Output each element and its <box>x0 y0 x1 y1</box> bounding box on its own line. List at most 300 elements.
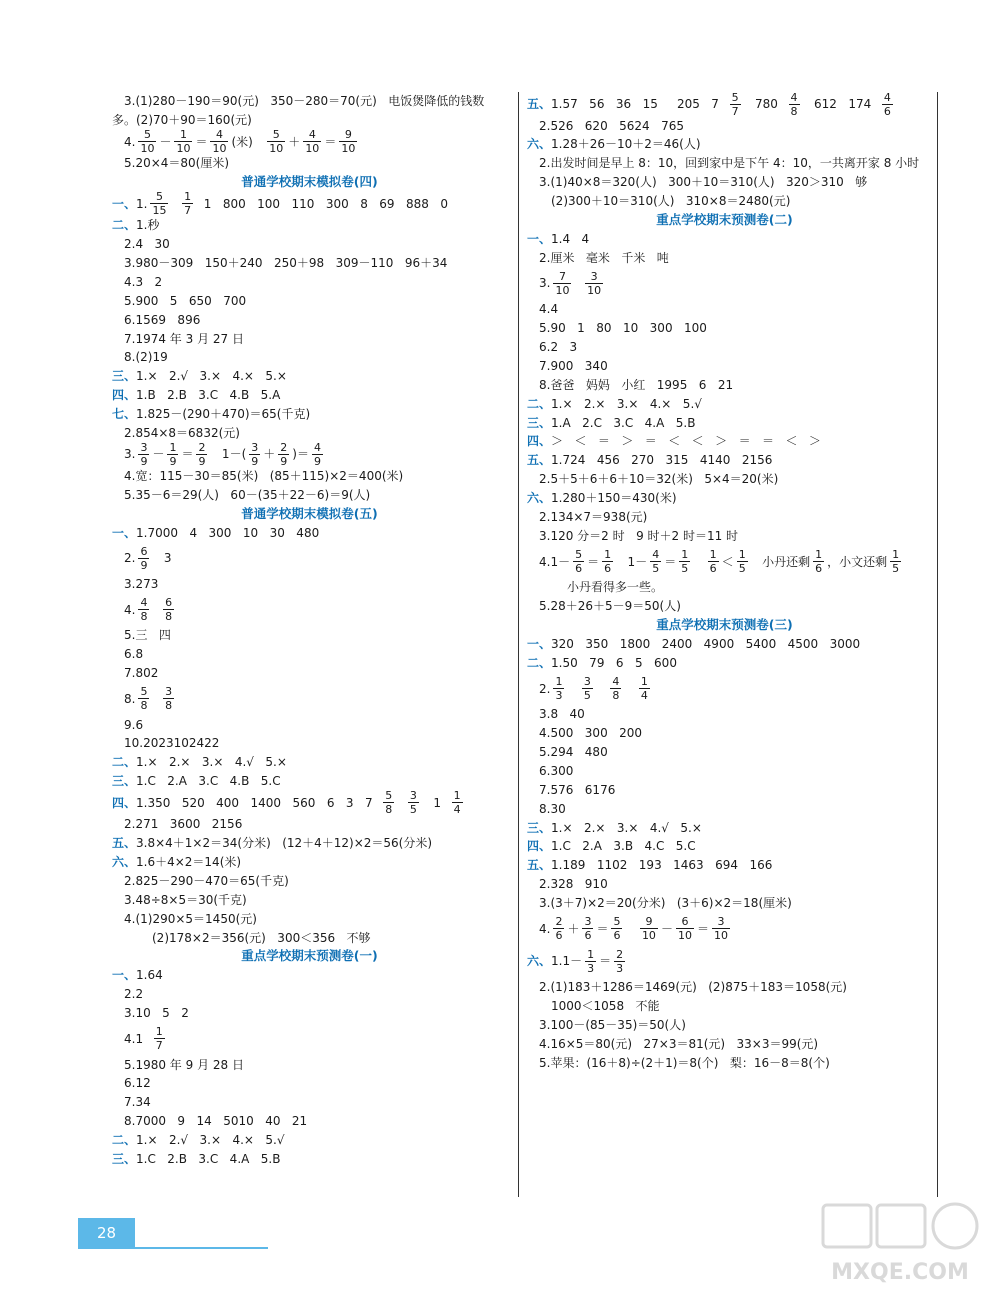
item-number: 5. <box>124 293 136 308</box>
answer-line <box>527 856 922 875</box>
item-number: 2. <box>539 509 551 524</box>
fraction <box>730 92 741 117</box>
answer-text: 7000 4 300 10 30 480 <box>147 525 320 540</box>
answer-text: － <box>152 447 165 462</box>
fraction-denominator: 10 <box>269 142 284 156</box>
answer-text: 多。(2)70＋90＝160(元) <box>112 113 252 128</box>
answer-text: ＝ <box>181 447 194 462</box>
item-number: 4. <box>124 468 136 483</box>
section-marker: 二、 <box>112 755 137 770</box>
answer-line <box>112 485 507 504</box>
fraction <box>585 949 596 974</box>
answer-text: 宽：115－30＝85(米) (85＋115)×2＝400(米) <box>135 468 404 483</box>
fraction <box>708 549 719 574</box>
section-marker: 二、 <box>112 1133 137 1148</box>
item-number: 6. <box>539 763 551 778</box>
answer-text: ＝ <box>599 954 612 969</box>
answer-line <box>527 597 922 616</box>
fraction-numerator: 3 <box>140 440 148 454</box>
section-marker: 五、 <box>527 453 552 468</box>
fraction-denominator: 10 <box>140 142 155 156</box>
fraction-numerator: 5 <box>613 915 621 929</box>
fraction-numerator: 7 <box>558 269 566 283</box>
right-column <box>527 92 922 1072</box>
page-number: 28 <box>96 1224 117 1242</box>
answer-text: 1.A 2.C 3.C 4.A 5.B <box>551 415 696 430</box>
answer-text: 320 350 1800 2400 4900 5400 4500 3000 <box>551 636 861 651</box>
item-number: 5. <box>124 487 136 502</box>
answer-text: 980－309 150＋240 250＋98 309－110 96＋34 <box>135 255 448 270</box>
section-marker: 一、 <box>527 231 552 246</box>
answer-text: 900 340 <box>550 358 608 373</box>
item-number: 3. <box>124 892 136 907</box>
fraction <box>138 442 149 467</box>
fraction-numerator: 3 <box>251 440 259 454</box>
answer-text: 300 <box>550 763 574 778</box>
answer-line <box>112 1112 507 1131</box>
answer-line <box>527 996 922 1015</box>
answer-text: 1569 896 <box>135 312 201 327</box>
answer-line <box>112 871 507 890</box>
answer-text <box>625 923 636 935</box>
answer-line <box>527 761 922 780</box>
answer-text: 100－(85－35)＝50(人) <box>550 1017 686 1032</box>
fraction-numerator: 1 <box>184 190 192 204</box>
answer-text: ＝ <box>664 554 677 569</box>
answer-line <box>112 348 507 367</box>
answer-text: 小丹看得多一些。 <box>567 580 664 595</box>
answer-text: (1)40×8＝320(人) 300＋10＝310(人) 320＞310 够 <box>550 175 868 190</box>
fraction-denominator: 6 <box>709 562 717 576</box>
answer-line <box>527 875 922 894</box>
fraction <box>639 676 650 701</box>
fraction <box>452 790 463 815</box>
answer-line <box>112 192 507 216</box>
section-marker: 三、 <box>112 369 137 384</box>
item-number: 3. <box>124 577 136 592</box>
fraction <box>167 442 178 467</box>
fraction-denominator: 8 <box>790 104 798 118</box>
left-column <box>112 92 507 1168</box>
answer-line <box>527 356 922 375</box>
answer-text: 10 5 2 <box>135 1006 189 1021</box>
fraction-numerator: 1 <box>738 548 746 562</box>
answer-line <box>112 467 507 486</box>
section-marker: 六、 <box>112 855 137 870</box>
answer-text: 1.4 4 <box>551 231 590 246</box>
answer-line <box>112 753 507 772</box>
answer-text: 16×5＝80(元) 27×3＝81(元) 33×3＝99(元) <box>550 1036 819 1051</box>
item-number: 8. <box>539 377 551 392</box>
item-number: 3. <box>124 255 136 270</box>
answer-line <box>527 913 922 946</box>
fraction-numerator: 1 <box>892 548 900 562</box>
answer-text: 1.724 456 270 315 4140 2156 <box>551 453 773 468</box>
item-number: 3. <box>539 175 551 190</box>
fraction-numerator: 6 <box>165 596 173 610</box>
fraction <box>582 676 593 701</box>
fraction <box>339 129 357 154</box>
answer-text: 苹果：(16＋8)÷(2＋1)＝8(个) 梨：16－8＝8(个) <box>550 1055 830 1070</box>
fraction-denominator: 8 <box>140 699 148 713</box>
answer-text: 1.57 56 36 15 205 7 <box>551 97 727 112</box>
item-number: 8. <box>124 350 136 365</box>
item-number: 6. <box>124 1076 136 1091</box>
answer-text: 小丹还剩 <box>750 554 811 569</box>
answer-text: 350 520 400 1400 560 6 3 7 <box>147 795 381 810</box>
fraction-numerator: 6 <box>681 915 689 929</box>
column-divider <box>518 92 519 1197</box>
fraction-denominator: 3 <box>555 689 563 702</box>
answer-line <box>527 135 922 154</box>
answer-line <box>527 1053 922 1072</box>
answer-text: 1.C 2.B 3.C 4.A 5.B <box>136 1152 281 1166</box>
item-number: 5. <box>124 628 136 643</box>
item-number: 2. <box>124 237 136 252</box>
item-number: 2. <box>539 472 551 487</box>
fraction-numerator: 9 <box>344 128 352 142</box>
answer-text: 1.50 79 6 5 600 <box>551 655 677 670</box>
item-number: 7. <box>124 666 136 681</box>
answer-text <box>152 604 160 616</box>
answer-line <box>527 894 922 913</box>
answer-line <box>527 154 922 173</box>
fraction <box>278 442 289 467</box>
answer-text: 825－290－470＝65(千克) <box>135 873 289 888</box>
answer-text: 1.825－(290＋470)＝65(千克) <box>136 407 311 422</box>
answer-text: 5＋5＋6＋6＋10＝32(米) 5×4＝20(米) <box>550 472 779 487</box>
answer-text: (2)178×2＝356(元) 300＜356 不够 <box>152 930 371 945</box>
item-number: 5. <box>124 156 136 171</box>
item-number: 7. <box>539 782 551 797</box>
section-marker: 四、 <box>527 434 552 449</box>
fraction-numerator: 6 <box>140 544 148 558</box>
fraction-denominator: 5 <box>681 562 689 576</box>
answer-text: 48÷8×5＝30(千克) <box>135 892 247 907</box>
section-marker: 三、 <box>112 1152 137 1166</box>
answer-text: 273 <box>135 577 159 592</box>
fraction-numerator: 4 <box>140 596 148 610</box>
fraction <box>196 442 207 467</box>
answer-line <box>112 1023 507 1056</box>
answer-line <box>527 451 922 470</box>
section-title: 普通学校期末模拟卷(五) <box>241 505 378 521</box>
fraction-denominator: 10 <box>212 142 227 156</box>
item-number: 5. <box>539 744 551 759</box>
item-number: 8. <box>539 801 551 816</box>
page-number-badge <box>78 1218 135 1248</box>
fraction-denominator: 9 <box>313 454 321 468</box>
answer-line <box>112 130 507 154</box>
fraction <box>138 129 156 154</box>
item-number: 3. <box>539 1017 551 1032</box>
fraction-denominator: 9 <box>251 454 259 468</box>
fraction-numerator: 4 <box>790 90 798 104</box>
fraction <box>679 549 690 574</box>
fraction-numerator: 1 <box>815 548 823 562</box>
answer-text: 500 300 200 <box>550 726 643 741</box>
item-number: 2. <box>124 425 136 440</box>
fraction-numerator: 1 <box>179 128 187 142</box>
fraction-denominator: 8 <box>385 803 393 817</box>
fraction-numerator: 3 <box>584 915 592 929</box>
section-marker: 四、 <box>112 795 137 810</box>
answer-line <box>112 235 507 254</box>
answer-text: 271 3600 2156 <box>135 817 243 832</box>
item-number: 4. <box>539 1036 551 1051</box>
answer-text: 12 <box>135 1076 151 1091</box>
answer-line <box>112 966 507 985</box>
item-number: 3. <box>539 276 551 291</box>
section-marker: 三、 <box>527 820 552 835</box>
answer-line <box>112 254 507 273</box>
answer-text: (1)280－190＝90(元) 350－280＝70(元) 电饭煲降低的钱数 <box>135 94 485 109</box>
fraction-denominator: 7 <box>184 204 192 218</box>
fraction-numerator: 1 <box>155 1025 163 1039</box>
answer-line <box>112 1004 507 1023</box>
answer-text: 134×7＝938(元) <box>550 509 648 524</box>
answer-text: 34 <box>135 1095 151 1110</box>
answer-line <box>527 508 922 527</box>
answer-text: 1.B 2.B 3.C 4.B 5.A <box>136 388 281 403</box>
item-number: 5. <box>539 321 551 336</box>
fraction-denominator: 6 <box>584 929 592 943</box>
item-number: 6. <box>124 647 136 662</box>
item-number: 2. <box>539 250 551 265</box>
answer-text: 秒 <box>147 218 160 233</box>
item-number: 5. <box>539 1055 551 1070</box>
fraction <box>163 686 174 711</box>
answer-line <box>112 329 507 348</box>
answer-line <box>112 715 507 734</box>
fraction-denominator: 3 <box>616 961 624 975</box>
section-marker: 二、 <box>112 218 137 233</box>
answer-line <box>527 338 922 357</box>
fraction-denominator: 10 <box>305 142 320 156</box>
item-number: 6. <box>124 312 136 327</box>
answer-text: ＋ <box>263 447 276 462</box>
fraction-denominator: 6 <box>815 562 823 576</box>
answer-text: (2)19 <box>135 350 168 365</box>
answer-line <box>112 909 507 928</box>
item-number: 1. <box>136 795 148 810</box>
fraction-denominator: 5 <box>652 562 660 576</box>
item-number: 2. <box>539 118 551 133</box>
fraction <box>737 549 748 574</box>
fraction <box>312 442 323 467</box>
answer-line <box>112 664 507 683</box>
answer-line <box>112 734 507 753</box>
answer-text: 1.C 2.A 3.B 4.C 5.C <box>551 839 696 854</box>
fraction-numerator: 1 <box>604 548 612 562</box>
section-marker: 一、 <box>112 196 137 211</box>
answer-text: 8 <box>135 647 144 662</box>
answer-text: 1 800 100 110 300 8 69 888 0 <box>196 196 448 211</box>
answer-line <box>112 853 507 872</box>
answer-text: 28＋26＋5－9＝50(人) <box>550 599 681 614</box>
answer-line <box>112 772 507 791</box>
answer-text: 1.28＋26－10＋2＝46(人) <box>551 137 701 152</box>
answer-text: ＋ <box>567 921 580 936</box>
answer-text <box>596 683 607 695</box>
answer-line <box>112 216 507 235</box>
fraction-denominator: 5 <box>409 803 417 817</box>
answer-text: 1.× 2.√ 3.× 4.× 5.√ <box>136 1133 285 1148</box>
fraction <box>553 916 564 941</box>
fraction-denominator: 5 <box>892 562 900 576</box>
answer-line <box>112 111 507 130</box>
answer-text: 爸爸 妈妈 小红 1995 6 21 <box>550 377 734 392</box>
answer-text: 4 <box>550 302 559 317</box>
fraction-denominator: 6 <box>555 929 563 943</box>
page-number-underline <box>78 1247 268 1249</box>
section-title: 重点学校期末预测卷(一) <box>241 948 378 964</box>
answer-line <box>112 1055 507 1074</box>
answer-line <box>527 300 922 319</box>
answer-text: 出发时间是早上 8：10，回到家中是下午 4：10，一共离开家 8 小时 <box>550 156 920 171</box>
item-number: 3. <box>539 707 551 722</box>
answer-line <box>112 92 507 111</box>
fraction <box>813 549 824 574</box>
item-number: 10. <box>124 736 144 751</box>
answer-text: ＝ <box>324 134 337 149</box>
fraction-denominator: 7 <box>731 104 739 118</box>
fraction-denominator: 4 <box>640 689 648 702</box>
answer-line <box>112 386 507 405</box>
fraction-denominator: 10 <box>641 929 656 943</box>
item-number: 3. <box>539 528 551 543</box>
answer-line <box>527 818 922 837</box>
answer-line <box>527 545 922 578</box>
answer-line <box>112 1074 507 1093</box>
answer-line <box>112 424 507 443</box>
answer-text: 3 <box>152 551 172 566</box>
fraction-denominator: 9 <box>169 454 177 468</box>
item-number: 2. <box>124 817 136 832</box>
section-marker: 六、 <box>527 491 552 506</box>
answer-line <box>112 523 507 542</box>
answer-text: － <box>660 921 673 936</box>
answer-line <box>112 272 507 291</box>
answer-line <box>527 526 922 545</box>
answer-text: 1.× 2.× 3.× 4.× 5.√ <box>551 396 702 411</box>
answer-text <box>693 556 704 568</box>
answer-text: 1.6＋4×2＝14(米) <box>136 855 242 870</box>
answer-text: 1980 年 9 月 28 日 <box>135 1057 244 1072</box>
fraction-denominator: 10 <box>587 283 602 297</box>
item-number: 8. <box>124 691 136 706</box>
answer-text: ＜ <box>721 554 734 569</box>
fraction <box>267 129 285 154</box>
fraction-numerator: 4 <box>215 128 223 142</box>
answer-text: 1974 年 3 月 27 日 <box>135 331 244 346</box>
item-number: 4. <box>539 554 551 569</box>
item-number: 6. <box>539 339 551 354</box>
answer-text: 328 910 <box>550 877 608 892</box>
fraction <box>650 549 661 574</box>
answer-line <box>527 780 922 799</box>
answer-text: 120 分＝2 时 9 时＋2 时＝11 时 <box>550 528 739 543</box>
answer-text: 900 5 650 700 <box>135 293 247 308</box>
fraction-denominator: 8 <box>140 610 148 624</box>
fraction <box>210 129 228 154</box>
fraction-numerator: 1 <box>587 947 595 961</box>
fraction <box>154 1026 165 1051</box>
answer-text: 1－ <box>616 554 648 569</box>
answer-line <box>112 442 507 466</box>
fraction-numerator: 2 <box>198 440 206 454</box>
fraction-denominator: 6 <box>604 562 612 576</box>
answer-text: (米) <box>231 134 265 149</box>
section-marker: 三、 <box>527 415 552 430</box>
fraction-denominator: 10 <box>713 929 728 943</box>
fraction <box>303 129 321 154</box>
answer-line <box>527 634 922 653</box>
item-number: 1. <box>136 218 148 233</box>
answer-text: ＞ ＜ ＝ ＞ ＝ ＜ ＜ ＞ ＝ ＝ ＜ ＞ <box>551 434 821 449</box>
answer-line <box>527 375 922 394</box>
item-number: 2. <box>539 877 551 892</box>
fraction-denominator: 9 <box>140 558 148 572</box>
answer-line <box>527 173 922 192</box>
fraction-numerator: 3 <box>583 675 591 688</box>
fraction-denominator: 10 <box>677 929 692 943</box>
right-edge-rule <box>937 92 938 1197</box>
fraction <box>174 129 192 154</box>
answer-text: 2 3 <box>550 339 578 354</box>
fraction-numerator: 3 <box>590 269 598 283</box>
section-marker: 一、 <box>527 636 552 651</box>
fraction-numerator: 4 <box>313 440 321 454</box>
answer-line <box>112 645 507 664</box>
fraction <box>611 916 622 941</box>
fraction <box>182 191 193 216</box>
answer-text: 厘米 毫米 千米 吨 <box>550 250 669 265</box>
item-number: 1. <box>136 525 148 540</box>
fraction-denominator: 3 <box>587 961 595 975</box>
answer-text: 35－6＝29(人) 60－(35＋22－6)＝9(人) <box>135 487 371 502</box>
answer-text: ＝ <box>195 134 208 149</box>
answer-text: 2 <box>135 987 144 1002</box>
answer-text: 802 <box>135 666 159 681</box>
item-number: 8. <box>124 1114 136 1129</box>
answer-line <box>112 791 507 815</box>
fraction <box>150 191 168 216</box>
answer-text: 1－ <box>550 554 571 569</box>
answer-text: 1.× 2.√ 3.× 4.× 5.× <box>136 369 287 384</box>
fraction-numerator: 2 <box>555 915 563 929</box>
answer-line <box>527 653 922 672</box>
item-number: 4. <box>124 134 136 149</box>
item-number: 5. <box>539 599 551 614</box>
section-marker: 二、 <box>527 655 552 670</box>
answer-text: 526 620 5624 765 <box>550 118 685 133</box>
answer-text: － <box>159 134 172 149</box>
answer-text: 6 <box>135 717 144 732</box>
fraction-numerator: 4 <box>883 90 891 104</box>
item-number: 4. <box>539 302 551 317</box>
answer-line <box>112 1131 507 1150</box>
fraction <box>585 271 603 296</box>
fraction-denominator: 6 <box>613 929 621 943</box>
fraction <box>582 916 593 941</box>
fraction <box>573 549 584 574</box>
watermark-logo <box>815 1197 985 1292</box>
fraction-numerator: 1 <box>453 789 461 803</box>
fraction-numerator: 5 <box>385 789 393 803</box>
answer-line <box>527 92 922 116</box>
answer-line <box>527 705 922 724</box>
